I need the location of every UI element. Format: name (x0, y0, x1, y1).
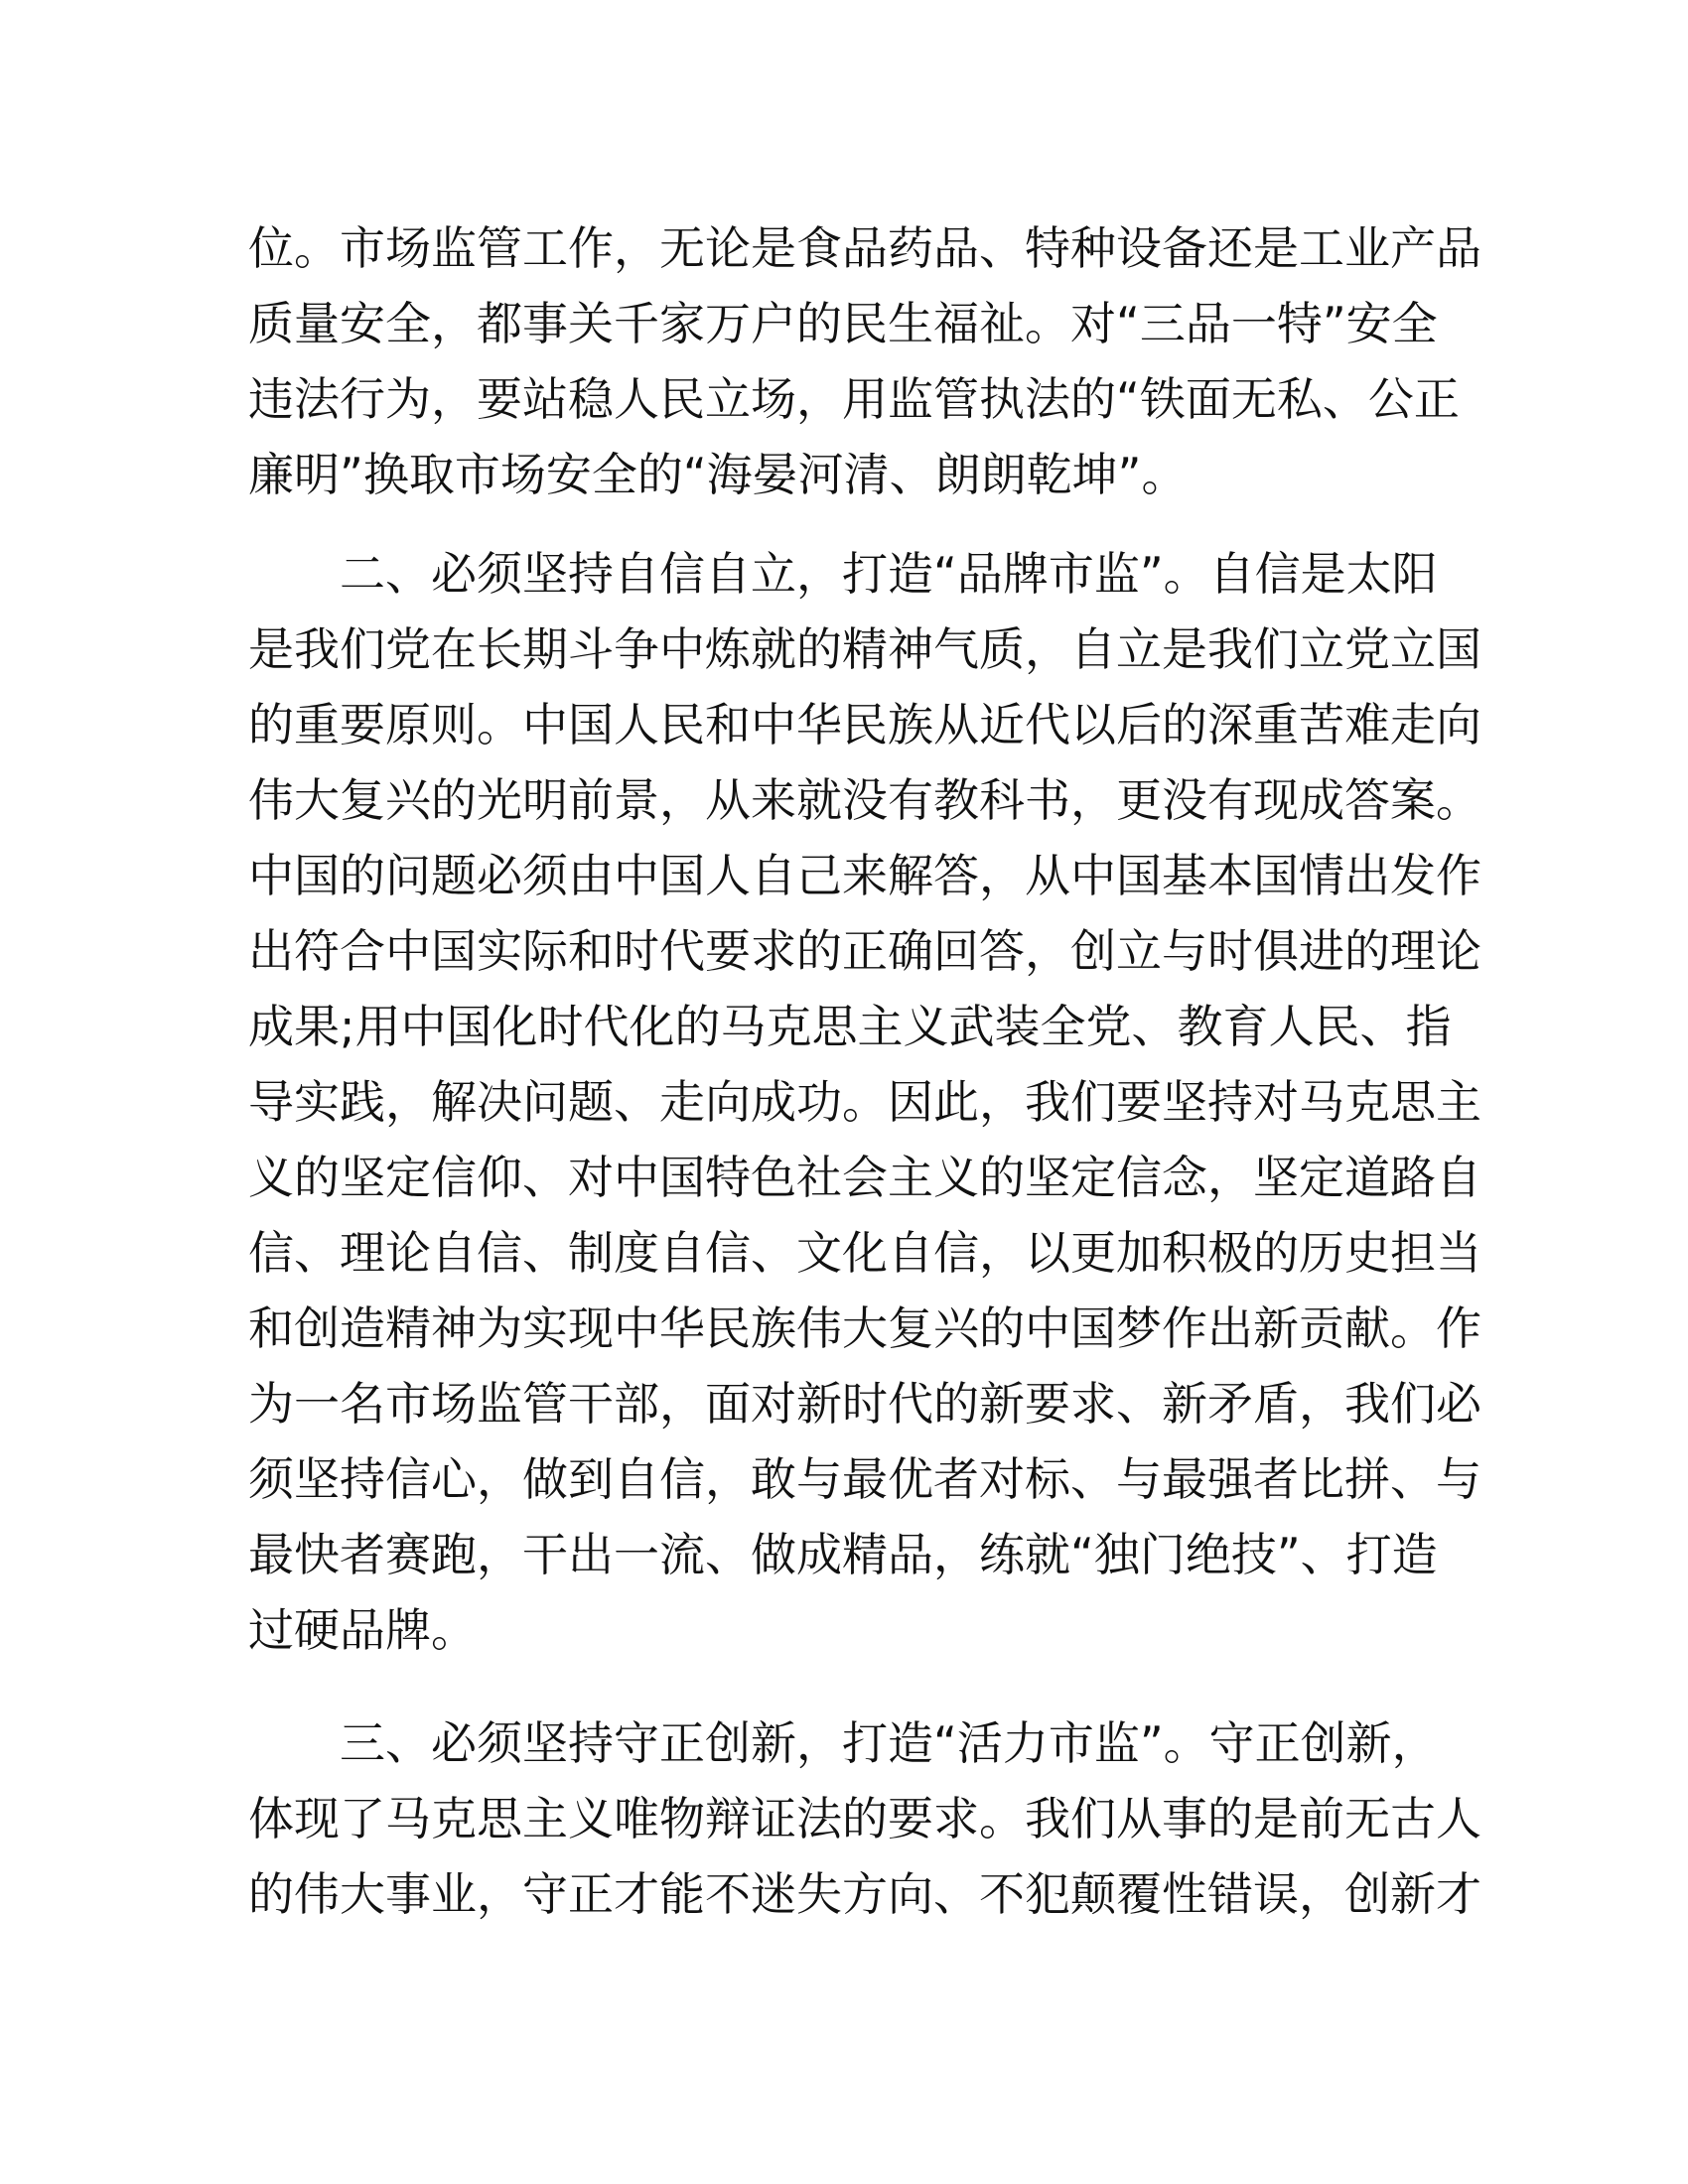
text-line: 和创造精神为实现中华民族伟大复兴的中国梦作出新贡献。作 (248, 1301, 1481, 1355)
text-line: 为一名市场监管干部，面对新时代的新要求、新矛盾，我们必 (248, 1377, 1481, 1431)
paragraph-section-two (248, 536, 1481, 1668)
text-line: 违法行为，要站稳人民立场，用监管执法的“铁面无私、公正 (248, 372, 1460, 426)
section-heading-line: 二、必须坚持自信自立，打造“品牌市监”。自信是太阳 (340, 547, 1438, 601)
text-line: 伟大复兴的光明前景，从来就没有教科书，更没有现成答案。 (248, 773, 1481, 827)
text-line: 的重要原则。中国人民和中华民族从近代以后的深重苦难走向 (248, 698, 1481, 751)
text-line: 最快者赛跑，干出一流、做成精品，练就“独门绝技”、打造 (248, 1528, 1438, 1581)
text-line: 成果;用中国化时代化的马克思主义武装全党、教育人民、指 (248, 1000, 1452, 1053)
text-line: 须坚持信心，做到自信，敢与最优者对标、与最强者比拼、与 (248, 1452, 1481, 1506)
section-heading-line: 三、必须坚持守正创新，打造“活力市监”。守正创新， (340, 1716, 1438, 1770)
text-line: 中国的问题必须由中国人自己来解答，从中国基本国情出发作 (248, 849, 1481, 902)
text-line: 位。市场监管工作，无论是食品药品、特种设备还是工业产品 (248, 221, 1481, 275)
text-line: 体现了马克思主义唯物辩证法的要求。我们从事的是前无古人 (248, 1792, 1481, 1845)
text-line: 导实践，解决问题、走向成功。因此，我们要坚持对马克思主 (248, 1075, 1481, 1129)
text-line: 廉明”换取市场安全的“海晏河清、朗朗乾坤”。 (248, 448, 1188, 501)
text-line: 出符合中国实际和时代要求的正确回答，创立与时俱进的理论 (248, 924, 1481, 978)
text-line: 质量安全，都事关千家万户的民生福祉。对“三品一特”安全 (248, 297, 1438, 350)
paragraph-section-three (248, 1706, 1481, 1932)
text-line: 的伟大事业，守正才能不迷失方向、不犯颠覆性错误，创新才 (248, 1867, 1481, 1921)
text-line: 义的坚定信仰、对中国特色社会主义的坚定信念，坚定道路自 (248, 1151, 1481, 1204)
text-line: 是我们党在长期斗争中炼就的精神气质，自立是我们立党立国 (248, 622, 1481, 676)
text-line: 信、理论自信、制度自信、文化自信，以更加积极的历史担当 (248, 1226, 1481, 1280)
paragraph-continuation (248, 210, 1481, 512)
text-line: 过硬品牌。 (248, 1603, 477, 1657)
